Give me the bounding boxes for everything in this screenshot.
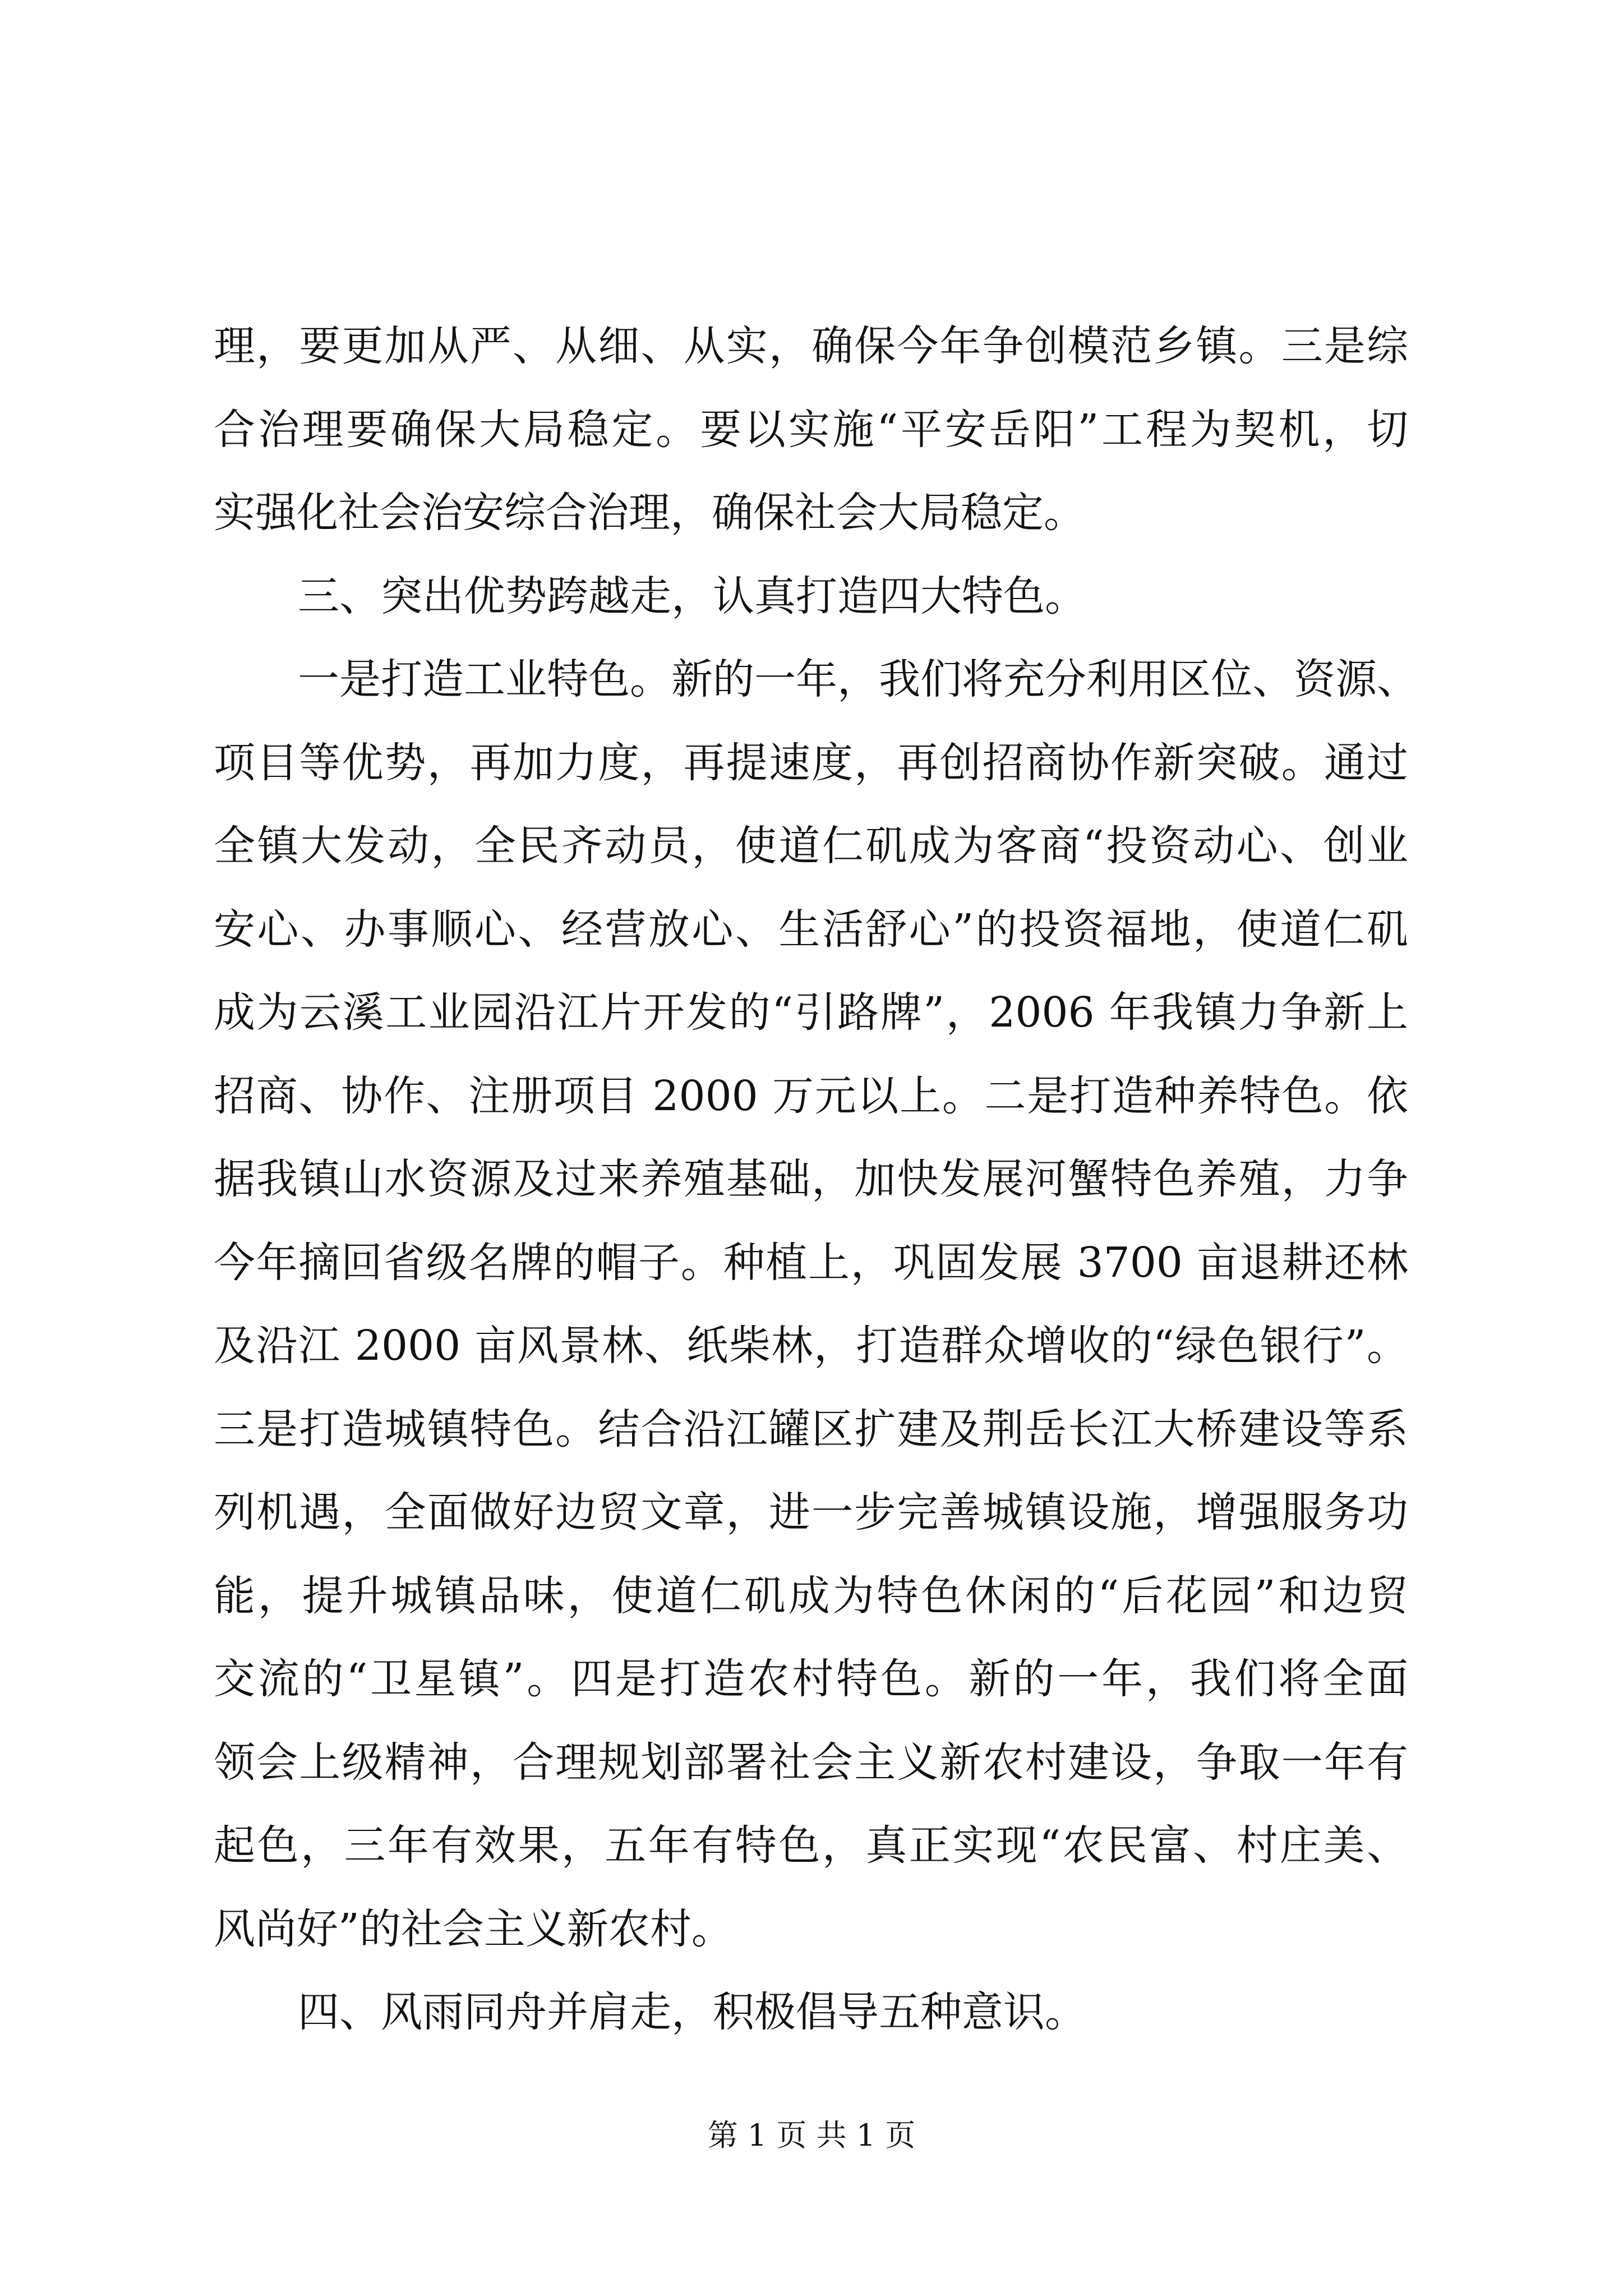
text-line: 理，要更加从严、从细、从实，确保今年争创模范乡镇。三是综 <box>214 322 1408 370</box>
text-line: 交流的“卫星镇”。四是打造农村特色。新的一年，我们将全面 <box>214 1655 1408 1703</box>
text-line: 成为云溪工业园沿江片开发的“引路牌”，2006 年我镇力争新上 <box>214 988 1408 1037</box>
text-line: 能，提升城镇品味，使道仁矶成为特色休闲的“后花园”和边贸 <box>214 1571 1408 1620</box>
document-body <box>214 305 1418 2054</box>
text-line: 今年摘回省级名牌的帽子。种植上，巩固发展 3700 亩退耕还林 <box>214 1238 1408 1287</box>
section-heading: 三、突出优势跨越走，认真打造四大特色。 <box>298 572 1086 620</box>
text-line: 风尚好”的社会主义新农村。 <box>214 1904 733 1953</box>
text-line: 三是打造城镇特色。结合沿江罐区扩建及荆岳长江大桥建设等系 <box>214 1405 1408 1453</box>
section-heading: 四、风雨同舟并肩走，积极倡导五种意识。 <box>298 1988 1086 2036</box>
text-line: 全镇大发动，全民齐动员，使道仁矶成为客商“投资动心、创业 <box>214 822 1408 870</box>
text-line: 起色，三年有效果，五年有特色，真正实现“农民富、村庄美、 <box>214 1821 1408 1870</box>
text-line: 及沿江 2000 亩风景林、纸柴林，打造群众增收的“绿色银行”。 <box>214 1322 1408 1370</box>
text-line: 列机遇，全面做好边贸文章，进一步完善城镇设施，增强服务功 <box>214 1488 1408 1536</box>
page-footer: 第 1 页 共 1 页 <box>707 2118 916 2153</box>
text-line: 一是打造工业特色。新的一年，我们将充分利用区位、资源、 <box>298 655 1418 703</box>
text-line: 项目等优势，再加力度，再提速度，再创招商协作新突破。通过 <box>214 738 1408 787</box>
text-line: 安心、办事顺心、经营放心、生活舒心”的投资福地，使道仁矶 <box>214 905 1408 954</box>
text-line: 实强化社会治安综合治理，确保社会大局稳定。 <box>214 489 1085 537</box>
text-line: 据我镇山水资源及过来养殖基础，加快发展河蟹特色养殖，力争 <box>214 1155 1408 1203</box>
text-line: 合治理要确保大局稳定。要以实施“平安岳阳”工程为契机，切 <box>214 405 1408 454</box>
text-line: 领会上级精神，合理规划部署社会主义新农村建设，争取一年有 <box>214 1738 1408 1787</box>
text-line: 招商、协作、注册项目 2000 万元以上。二是打造种养特色。依 <box>214 1071 1408 1120</box>
